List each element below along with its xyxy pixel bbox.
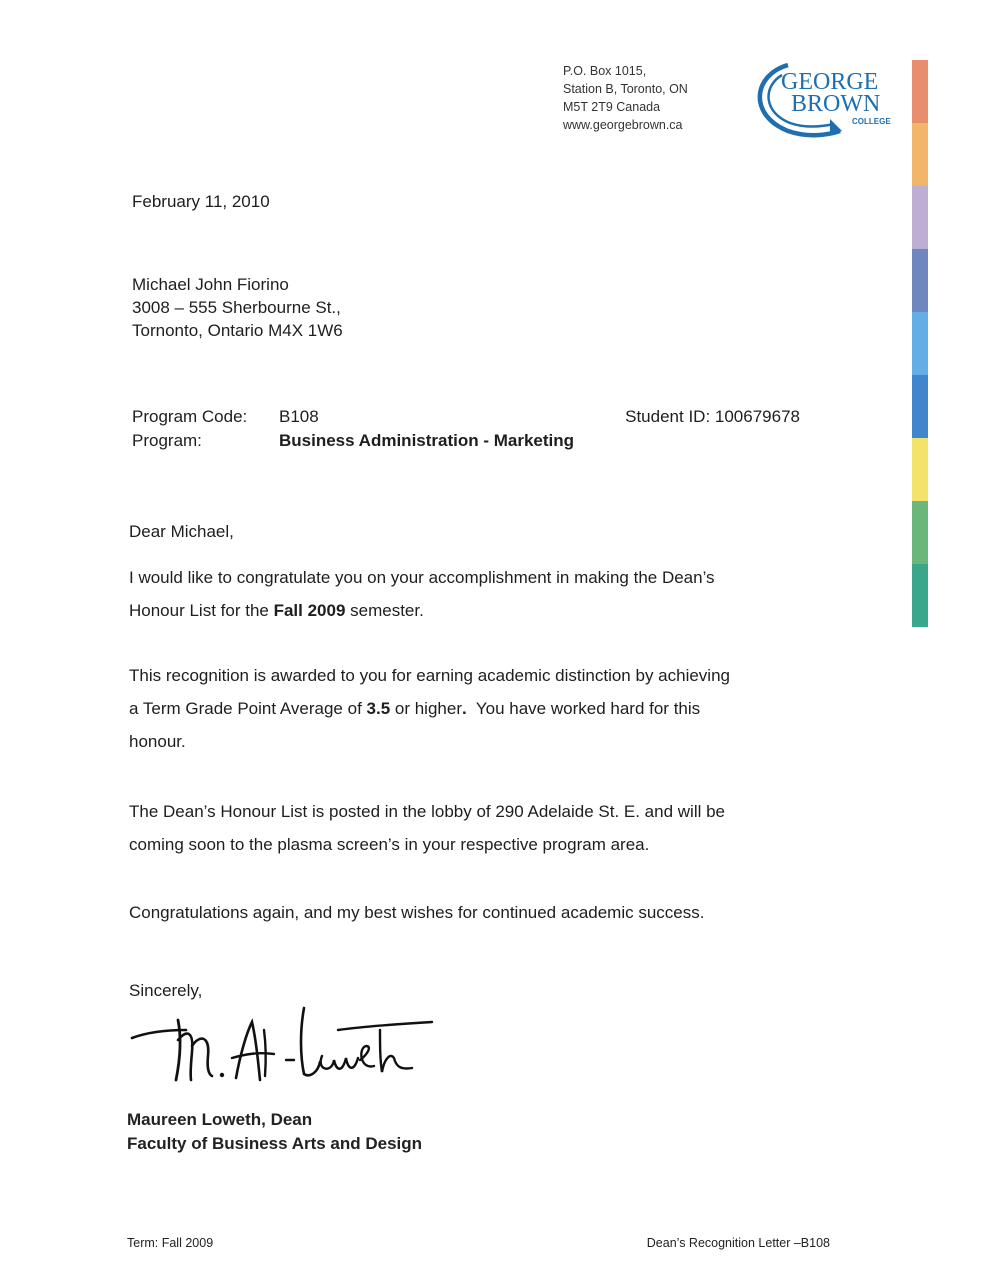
paragraph-closing-wishes: Congratulations again, and my best wishes for continued academic success. [129, 903, 705, 922]
text-run: a Term Grade Point Average of [129, 699, 367, 718]
logo-line-3: COLLEGE [852, 117, 891, 126]
color-segment [912, 438, 928, 501]
student-id: Student ID: 100679678 [625, 407, 800, 426]
program-code-value: B108 [279, 407, 319, 426]
color-segment [912, 186, 928, 249]
paragraph-congratulations [129, 561, 829, 627]
george-brown-logo [748, 55, 908, 145]
gpa-bold: 3.5 [366, 699, 391, 718]
paragraph-line: This recognition is awarded to you for earning academic distinction by achieving [129, 666, 730, 685]
salutation: Dear Michael, [129, 522, 234, 541]
signer-block [127, 1108, 422, 1156]
paragraph-line [129, 692, 829, 725]
color-segment [912, 60, 928, 123]
color-segment [912, 249, 928, 312]
color-segment [912, 564, 928, 627]
period-bold: . [461, 699, 467, 718]
recipient-address [132, 273, 343, 342]
signer-name: Maureen Loweth, Dean [127, 1110, 313, 1129]
logo-line-1: GEORGE [781, 69, 879, 95]
program-name: Business Administration - Marketing [279, 431, 575, 450]
letter-date: February 11, 2010 [132, 192, 270, 211]
paragraph-line: The Dean’s Honour List is posted in the lobby of 290 Adelaide St. E. and will be [129, 802, 726, 821]
color-segment [912, 375, 928, 438]
address-line: M5T 2T9 Canada [563, 100, 661, 114]
paragraph-line: honour. [129, 732, 186, 751]
text-run: semester. [345, 601, 424, 620]
paragraph-recognition [129, 659, 829, 758]
address-line: Station B, Toronto, ON [563, 82, 688, 96]
recipient-line: Michael John Fiorino [132, 275, 289, 294]
paragraph-honour-list [129, 795, 829, 861]
signer-title: Faculty of Business Arts and Design [127, 1134, 423, 1153]
recipient-line: 3008 – 555 Sherbourne St., [132, 298, 341, 317]
footer-term: Term: Fall 2009 [127, 1236, 214, 1250]
paragraph-line: coming soon to the plasma screen’s in your respective program area. [129, 835, 650, 854]
letterhead-address [563, 62, 688, 134]
color-segment [912, 501, 928, 564]
text-run: or higher [390, 699, 462, 718]
address-line: P.O. Box 1015, [563, 64, 647, 78]
closing: Sincerely, [129, 981, 203, 1000]
recipient-line: Tornonto, Ontario M4X 1W6 [132, 321, 343, 340]
program-code-label: Program Code: [132, 407, 248, 426]
text-run: You have worked hard for this [466, 699, 701, 718]
paragraph-line: I would like to congratulate you on your accomplishment in making the Dean’s [129, 568, 715, 587]
footer-document-reference: Dean’s Recognition Letter –B108 [646, 1236, 830, 1250]
address-line: www.georgebrown.ca [563, 118, 683, 132]
semester-bold: Fall 2009 [273, 601, 346, 620]
program-label: Program: [132, 431, 202, 450]
text-run: Honour List for the [129, 601, 274, 620]
handwritten-signature [128, 1000, 448, 1095]
color-segment [912, 312, 928, 375]
letterhead-color-bar [912, 60, 928, 627]
paragraph-line [129, 594, 829, 627]
logo-line-2: BROWN [791, 91, 881, 117]
color-segment [912, 123, 928, 186]
